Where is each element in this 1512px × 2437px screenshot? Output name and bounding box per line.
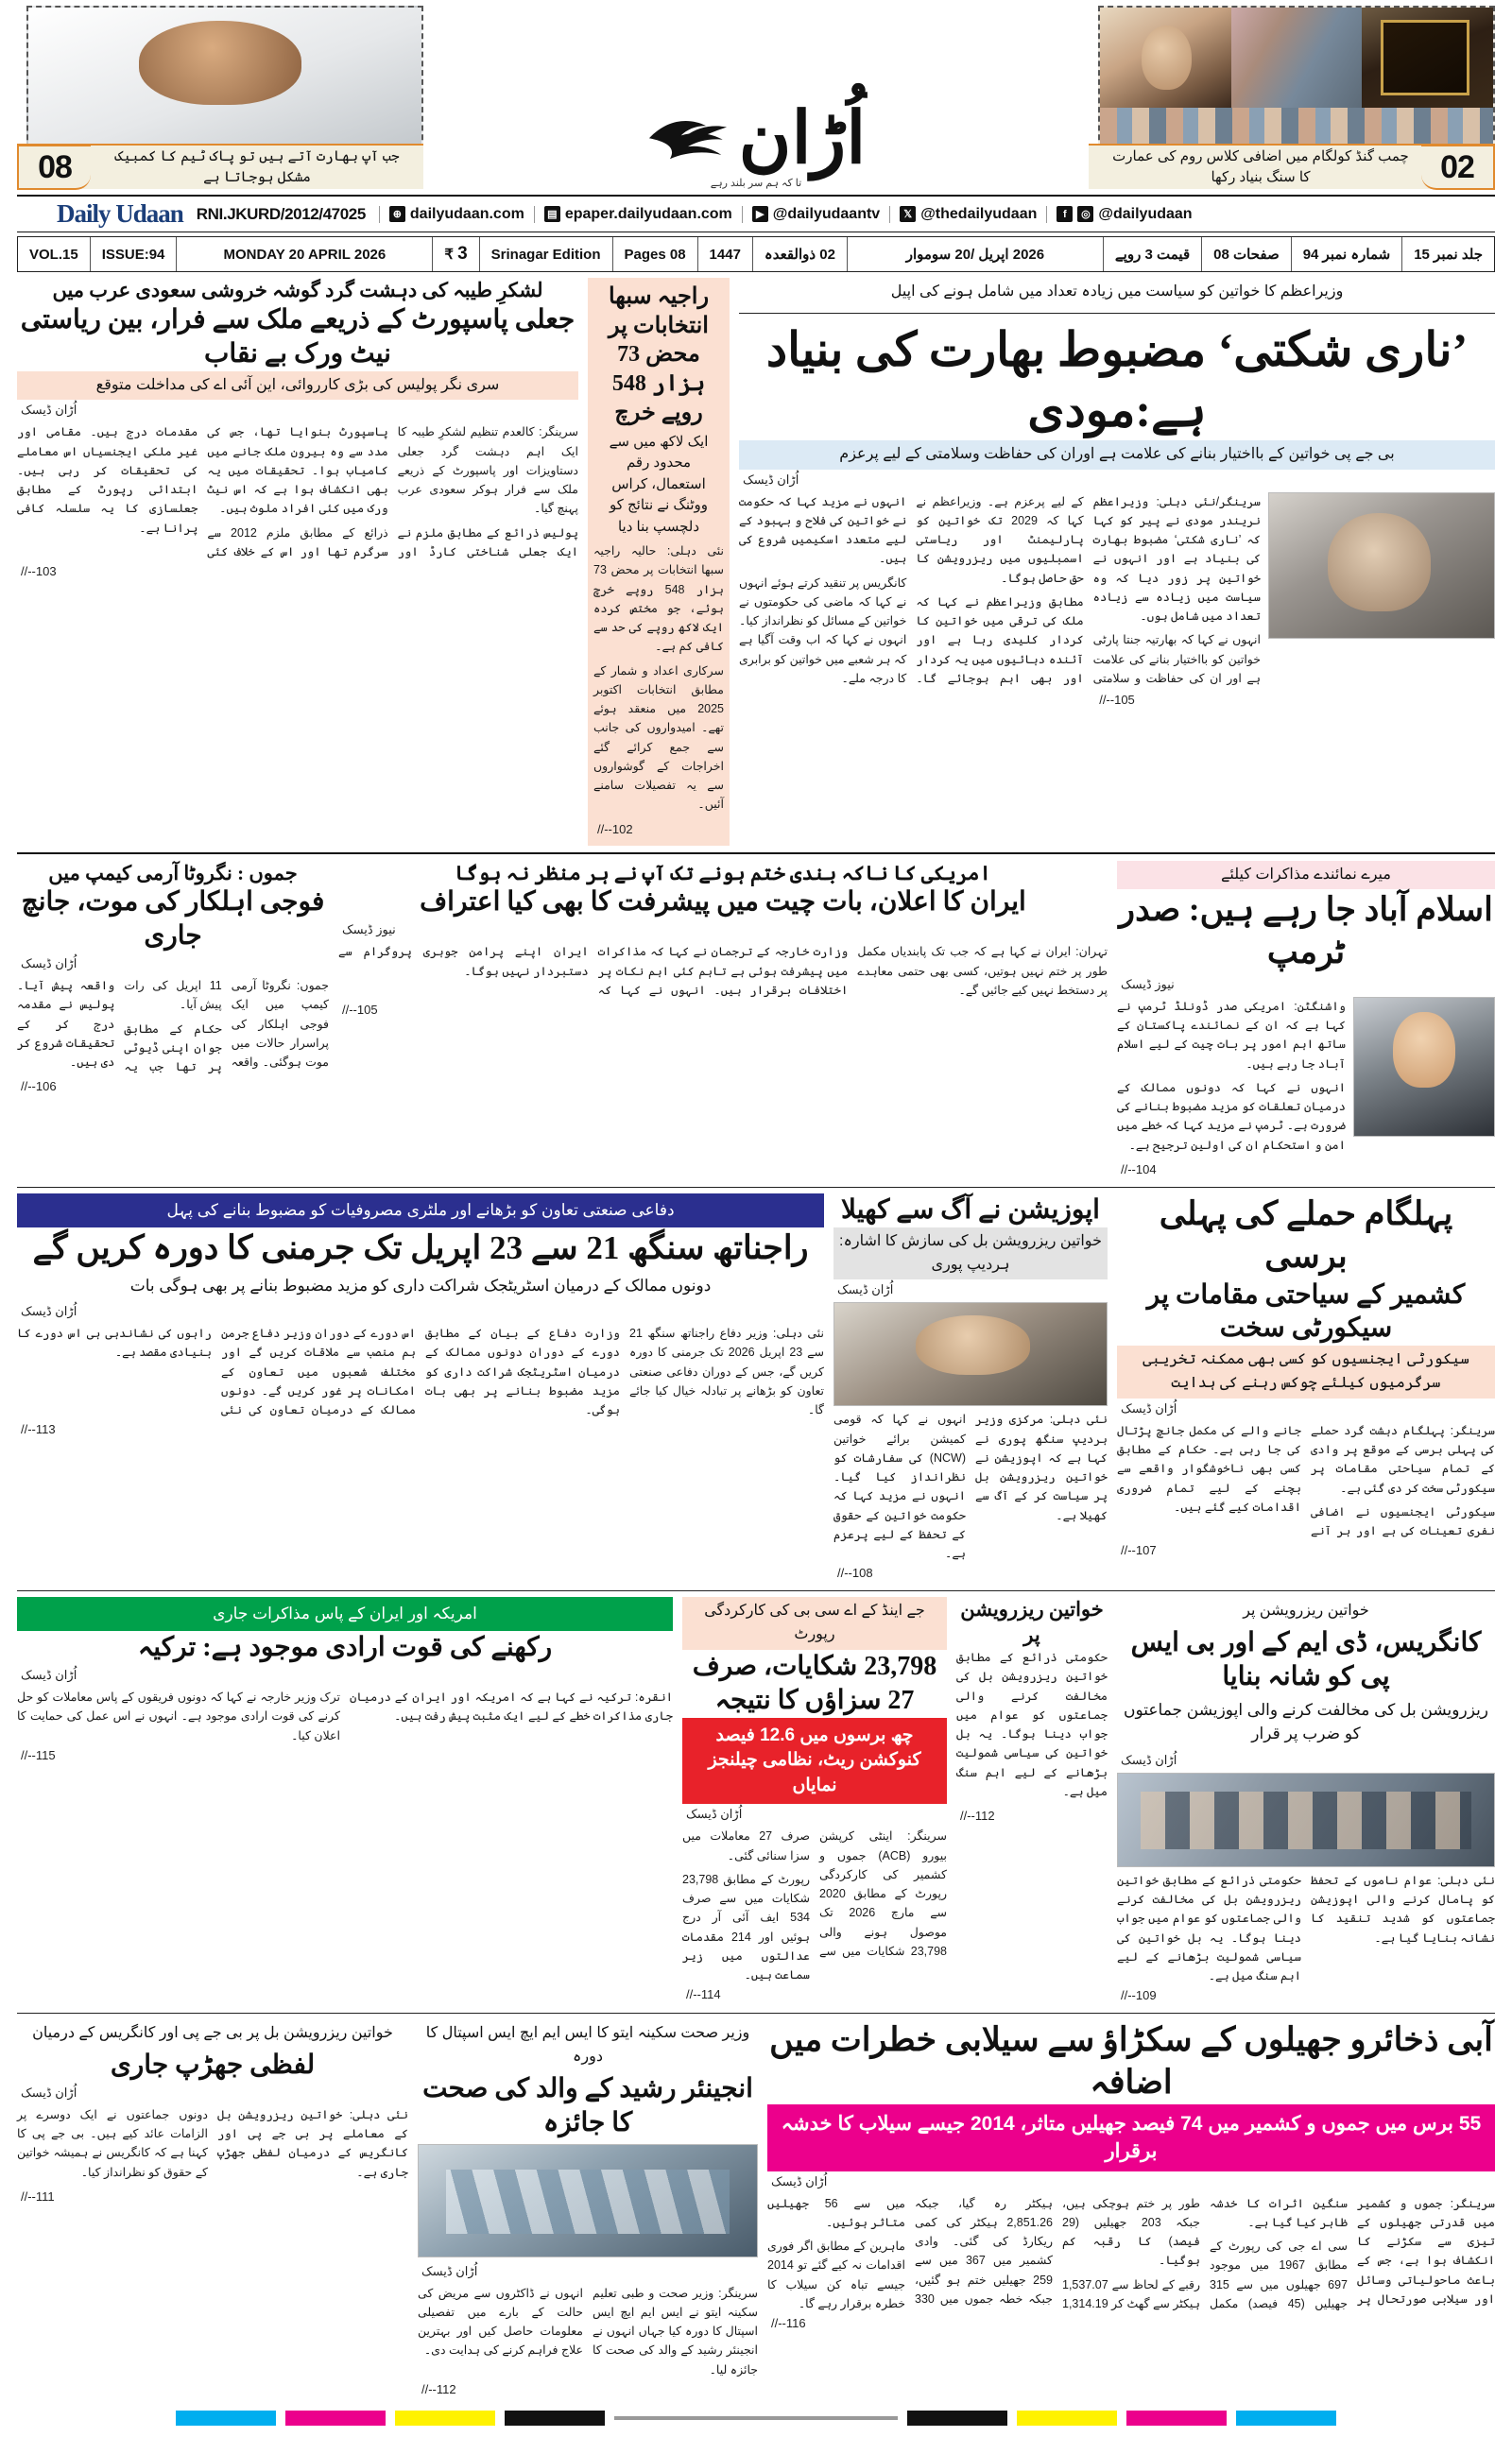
main-content bbox=[17, 278, 1495, 2401]
volume-bar bbox=[17, 236, 1495, 272]
lakes-headline: آبی ذخائرو جھیلوں کے سکڑاؤ سے سیلابی خطرات میں اضافہ bbox=[769, 2021, 1493, 2102]
modi-kicker: وزیراعظم کا خواتین کو سیاست میں زیادہ تعداد میں شامل ہونے کی اپیل bbox=[890, 283, 1344, 300]
iran-ref: 105--// bbox=[342, 1003, 378, 1018]
lawyers-kicker: خواتین ریزرویشن بل پر بی جے پی اور کانگریس کے درمیان bbox=[32, 2025, 393, 2042]
date-urdu: 2026 اپریل /20 سوموار bbox=[848, 237, 1104, 271]
story-hospital bbox=[418, 2019, 758, 2401]
lakes-para-2: رقبے کے لحاظ سے 1,537.07 ہیکٹر سے گھٹ کر 1,314.19 ہیکٹر رہ گیا، جبکہ 2,851.26 ہیکٹر کی کمی ریکارڈ کی گئی۔ وادی کشمیر میں 367 میں سے 259 جھیلیں ختم ہو گئیں، جبکہ خطہ جموں میں 330 میں سے 56 جھیلیں متاثر ہوئیں۔ bbox=[767, 2196, 1200, 2310]
cricketer-photo bbox=[26, 6, 423, 149]
lashkar-para-0: سرینگر: کالعدم تنظیم لشکرِ طیبہ کا ایک اہم دہشت گرد جعلی دستاویزات اور پاسپورٹ کے ذریعے ملک سے فرار ہوکر سعودی عرب پہنچ گیا۔ bbox=[397, 425, 578, 516]
masthead-logo bbox=[429, 28, 1083, 189]
womenres-side-para: حکومتی ذرائع کے مطابق خواتین ریزرویشن بل کی مخالفت کرنے والی جماعتوں کو عوام میں جواب دینا ہوگا۔ یہ بل خواتین کی سیاسی شمولیت بڑھانے کے لیے اہم سنگ میل ہے۔ bbox=[956, 1651, 1108, 1798]
link-twitter[interactable] bbox=[889, 206, 1046, 223]
womenres-side-ref: 112--// bbox=[960, 1809, 995, 1824]
lashkar-body bbox=[17, 422, 578, 561]
lashkar-ref: 103--// bbox=[21, 564, 57, 579]
pahalgam-kicker: سیکورٹی ایجنسیوں کو کسی بھی ممکنہ تخریبی سرگرمیوں کیلئے چوکس رہنے کی ہدایت bbox=[1117, 1346, 1495, 1399]
pahalgam-headline: پہلگام حملے کی پہلی برسی bbox=[1159, 1194, 1453, 1275]
womenres-subhead: ریزرویشن بل کی مخالفت کرنے والی اپوزیشن جماعتوں کو ضرب پر قرار bbox=[1123, 1700, 1489, 1743]
registration-number: RNI.JKURD/2012/47025 bbox=[196, 204, 366, 223]
swatch-cyan bbox=[176, 2411, 276, 2426]
teaser-right-pagenum[interactable]: 08 bbox=[17, 145, 91, 190]
lawyers-byline: اُڑان ڈیسک bbox=[21, 2085, 77, 2100]
lawyers-ref: 111--// bbox=[21, 2188, 55, 2204]
iran-para-0: تہران: ایران نے کہا ہے کہ جب تک پابندیاں مکمل طور پر ختم نہیں ہوتیں، کسی بھی حتمی معاہدے پر دستخط نہیں کیے جائیں گے۔ bbox=[857, 945, 1108, 997]
acb-headline: 23,798 شکایات، صرف 27 سزاؤں کا نتیجہ bbox=[692, 1652, 937, 1715]
swatch-black-right bbox=[907, 2411, 1007, 2426]
modi-photo bbox=[1268, 492, 1495, 639]
date-english: MONDAY 20 APRIL 2026 bbox=[177, 237, 433, 271]
acb-kicker: جے اینڈ کے اے سی بی کی کارکردگی رپورٹ bbox=[682, 1597, 947, 1650]
womenres-ref: 109--// bbox=[1121, 1988, 1157, 2003]
issue-number: ISSUE:94 bbox=[91, 237, 178, 271]
registration-line bbox=[614, 2416, 898, 2420]
trump-para-0: واشنگٹن: امریکی صدر ڈونلڈ ٹرمپ نے کہا ہے کہ ان کے نمائندے پاکستان کے ساتھ اہم امور پر بات چیت کے لیے اسلام آباد جا رہے ہیں۔ bbox=[1117, 999, 1346, 1071]
rajnath-headline: راجناتھ سنگھ 21 سے 23 اپریل تک جرمنی کا دورہ کریں گے bbox=[32, 1228, 809, 1266]
x-twitter-icon: 𝕏 bbox=[900, 206, 916, 222]
acb-byline: اُڑان ڈیسک bbox=[686, 1807, 743, 1822]
modi-ref: 105--// bbox=[1099, 692, 1135, 707]
rajnath-ref: 113--// bbox=[21, 1422, 56, 1437]
army-para-1: حکام کے مطابق جوان اپنی ڈیوٹی پر تھا جب یہ واقعہ پیش آیا۔ پولیس نے مقدمہ درج کر کے تحقیقات شروع کر دی ہیں۔ bbox=[17, 979, 222, 1074]
womenres-para-1: حکومتی ذرائع کے مطابق خواتین ریزرویشن بل کی مخالفت کرنے والی جماعتوں کو عوام میں جواب دینا ہوگا۔ یہ بل خواتین کی سیاسی شمولیت بڑھانے کے لیے اہم سنگ میل ہے۔ bbox=[1117, 1873, 1301, 1983]
acb-para-0: سرینگر: اینٹی کرپشن بیورو (ACB) جموں و کشمیر کی کارکردگی رپورٹ کے مطابق 2020 سے مارچ 2026 تک موصول ہونے والی 23,798 شکایات میں سے صرف 27 معاملات میں سزا سنائی گئی۔ bbox=[682, 1829, 947, 1958]
lashkar-subhead: سری نگر پولیس کی بڑی کارروائی، این آئی اے کی مداخلت متوقع bbox=[17, 371, 578, 401]
rajnath-byline: اُڑان ڈیسک bbox=[21, 1304, 77, 1319]
modi-para-0: سرینگر/نئی دہلی: وزیراعظم نریندر مودی نے پیر کو کہا کہ ’ناری شکتی‘ مضبوط بھارت کی بنیاد ہے اور انہوں نے خواتین پر زور دیا کہ وہ سیاست میں زیادہ سے زیادہ تعداد میں شامل ہوں۔ bbox=[1092, 494, 1261, 624]
trump-ref: 104--// bbox=[1121, 1161, 1157, 1176]
pahalgam-byline: اُڑان ڈیسک bbox=[1121, 1400, 1177, 1416]
link-twitter-label: @thedailyudaan bbox=[920, 205, 1038, 222]
army-byline: اُڑان ڈیسک bbox=[21, 956, 77, 971]
womenres-para-0: نئی دہلی: عوام ناموں کے تحفظ کو پامال کرنے والی اپوزیشن جماعتوں کو شدید تنقید کا نشانہ بنایا گیا ہے۔ bbox=[1311, 1873, 1495, 1945]
hospital-kicker: وزیر صحت سکینہ ایتو کا ایس ایم ایچ ایس اسپتال کا دورہ bbox=[425, 2025, 750, 2066]
turkey-ref: 115--// bbox=[21, 1747, 56, 1762]
logo-tagline: تا کہ ہم سر بلند رہے bbox=[710, 178, 802, 189]
modi-para-2: مطابق وزیراعظم نے کہا کہ ملک کی ترقی میں خواتین کا کردار کلیدی رہا ہے اور آئندہ دہائیوں میں یہ کردار اور بھی اہم ہوجائے گا۔ انہوں نے مزید کہا کہ حکومت نے خواتین کی فلاح و بہبود کے لیے متعدد اسکیمیں شروع کی ہیں۔ bbox=[739, 494, 1084, 685]
modi-body bbox=[739, 492, 1261, 690]
rajyasabha-headline: راجیہ سبھا انتخابات پر محض 73 ہزار 548 روپے خرچ bbox=[608, 284, 710, 425]
womenres-side-kicker: خواتین ریزرویشن پر bbox=[960, 1598, 1104, 1647]
swatch-cyan-2 bbox=[1236, 2411, 1336, 2426]
hospital-para-0: سرینگر: وزیر صحت و طبی تعلیم سکینہ ایتو نے ایس ایم ایچ ایس اسپتال کا دورہ کیا جہاں انہوں نے انجینئر رشید کے والد کی صحت کا جائزہ لیا۔ bbox=[593, 2286, 758, 2377]
teaser-left-text: چمب گنڈ کولگام میں اضافی کلاس روم کی عمارت کا سنگ بنیاد رکھا bbox=[1112, 147, 1409, 185]
modi-byline: اُڑان ڈیسک bbox=[743, 472, 799, 487]
hardeep-puri-photo bbox=[833, 1302, 1108, 1406]
row-bottom bbox=[17, 2019, 1495, 2401]
lawyers-body bbox=[17, 2105, 408, 2187]
acb-body bbox=[682, 1827, 947, 1984]
cmyk-registration-bar bbox=[17, 2411, 1495, 2437]
opposition-headline: اپوزیشن نے آگ سے کھیلا bbox=[841, 1194, 1100, 1225]
acb-para-1: رپورٹ کے مطابق 23,798 شکایات میں سے صرف 534 ایف آئی آر درج ہوئیں اور 214 مقدمات عدالتوں میں زیر سماعت ہیں۔ bbox=[682, 1872, 810, 1982]
story-lashkar bbox=[17, 278, 578, 846]
hijri-date: 02 ذوالقعدہ bbox=[753, 237, 848, 271]
iran-para-1: وزارت خارجہ کے ترجمان نے کہا کہ مذاکرات میں پیشرفت ہوئی ہے تاہم کئی اہم نکات پر اختلافات برقرار ہیں۔ انہوں نے کہا کہ ایران اپنے پرامن جوہری پروگرام سے دستبردار نہیں ہوگا۔ bbox=[338, 945, 849, 997]
story-rajnath bbox=[17, 1193, 824, 1585]
turkey-headline: رکھنے کی قوت ارادی موجود ہے: ترکیہ bbox=[137, 1633, 553, 1663]
army-para-0: جموں: نگروٹا آرمی کیمپ میں ایک فوجی اہلکار کی پراسرار حالات میں موت ہوگئی۔ واقعہ 11 اپریل کی رات پیش آیا۔ bbox=[124, 979, 329, 1070]
lakes-para-3: ماہرین کے مطابق اگر فوری اقدامات نہ کیے گئے تو 2014 جیسے تباہ کن سیلاب کا خطرہ برقرار رہے گا۔ bbox=[767, 2240, 905, 2310]
army-headline: فوجی اہلکار کی موت، جانچ جاری bbox=[21, 887, 325, 952]
iran-byline: نیوز ڈیسک bbox=[342, 922, 396, 937]
swatch-magenta-2 bbox=[1126, 2411, 1227, 2426]
turkey-para-1: ترک وزیر خارجہ نے کہا کہ دونوں فریقوں کے پاس معاملات کو حل کرنے کی قوت ارادی موجود ہے۔ انہوں نے اس عمل کی حمایت کا اعلان کیا۔ bbox=[17, 1690, 340, 1742]
lakes-para-0: سرینگر: جموں و کشمیر میں قدرتی جھیلوں کے تیزی سے سکڑنے کا انکشاف ہوا ہے، جس کے باعث ماحولیاتی وسائل اور سیلابی صورتحال پر سنگین اثرات کا خدشہ ظاہر کیا گیا ہے۔ bbox=[1210, 2196, 1495, 2306]
audience-strip-photo bbox=[1100, 108, 1493, 147]
opposition-ref: 108--// bbox=[837, 1566, 873, 1581]
army-kicker: جموں : نگروٹا آرمی کیمپ میں bbox=[48, 861, 298, 884]
swatch-black-left bbox=[505, 2411, 605, 2426]
hospital-headline: انجینئر رشید کے والد کی صحت کا جائزہ bbox=[422, 2073, 753, 2137]
trump-byline: نیوز ڈیسک bbox=[1121, 976, 1175, 991]
modi-para-3: کانگریس پر تنقید کرتے ہوئے انہوں نے کہا کہ ماضی کی حکومتوں نے خواتین کے مسائل کو نظرانداز کیا۔ انہوں نے کہا کہ اب وقت آگیا ہے کہ ہر شعبے میں خواتین کو برابری کا درجہ ملے۔ bbox=[739, 575, 907, 685]
lashkar-headline: جعلی پاسپورٹ کے ذریعے ملک سے فرار، بین ریاستی نیٹ ورک بے نقاب bbox=[20, 304, 576, 369]
opposition-para-1: انہوں نے کہا کہ قومی کمیشن برائے خواتین (NCW) کی سفارشات کو نظرانداز کیا گیا۔ انہوں نے مزید کہا کہ حکومت خواتین کے حقوق کے تحفظ کے لیے پرعزم ہے۔ bbox=[833, 1413, 966, 1561]
opposition-body bbox=[833, 1410, 1108, 1563]
army-body bbox=[17, 976, 329, 1076]
trump-headline: اسلام آباد جا رہے ہیں: صدر ٹرمپ bbox=[1119, 891, 1493, 971]
womenres-kicker: خواتین ریزرویشن پر bbox=[1243, 1603, 1369, 1620]
price-en bbox=[433, 237, 479, 271]
trump-photo bbox=[1353, 997, 1495, 1137]
price-value: 3 bbox=[457, 244, 468, 264]
story-iran-us bbox=[338, 861, 1108, 1181]
link-instagram-label: @dailyudaan bbox=[1098, 205, 1193, 222]
logo-urdu-text: اُڑان bbox=[738, 99, 867, 179]
trump-body bbox=[1117, 997, 1346, 1159]
teaser-left[interactable] bbox=[1089, 6, 1495, 189]
pages-urdu: صفحات 08 bbox=[1202, 237, 1292, 271]
facebook-icon: f bbox=[1057, 206, 1073, 222]
womenres-body bbox=[1117, 1871, 1495, 1986]
story-women-res-side bbox=[956, 1597, 1108, 2007]
pahalgam-body bbox=[1117, 1421, 1495, 1541]
rajnath-para-1: وزارت دفاع کے بیان کے مطابق دورے کے دوران دونوں ممالک کے درمیان اسٹریٹجک شراکت داری کو مزید مضبوط بنانے پر بھی بات ہوگی۔ bbox=[425, 1327, 620, 1417]
modi-subhead: بی جے پی خواتین کے بااختیار بنانے کی علامت ہے اوران کی حفاظت وسلامتی کے لیے پرعزم bbox=[739, 440, 1495, 470]
lashkar-para-1: پولیس ذرائع کے مطابق ملزم نے ایک جعلی شناختی کارڈ اور پاسپورٹ بنوایا تھا، جس کی مدد سے وہ بیرون ملک جانے میں کامیاب ہوا۔ تحقیقات میں یہ بھی انکشاف ہوا ہے کہ اس نیٹ ورک میں کئی افراد ملوث ہیں۔ bbox=[207, 425, 578, 558]
info-bar bbox=[17, 195, 1495, 232]
pages-english: Pages 08 bbox=[613, 237, 698, 271]
turkey-byline: اُڑان ڈیسک bbox=[21, 1668, 77, 1683]
minister-speaking-photo bbox=[1100, 8, 1231, 108]
link-epaper-label: epaper.dailyudaan.com bbox=[564, 205, 732, 222]
trump-kicker: میرے نمائندے مذاکرات کیلئے bbox=[1117, 861, 1495, 890]
politicians-group-photo bbox=[1117, 1773, 1495, 1867]
teaser-photo-collage bbox=[1098, 6, 1495, 149]
hospital-body bbox=[418, 2284, 758, 2379]
pahalgam-ref: 107--// bbox=[1121, 1543, 1157, 1558]
rajyasabha-para-1: سرکاری اعداد و شمار کے مطابق انتخابات اکتوبر 2025 میں منعقد ہوئے تھے۔ امیدواروں کی جانب سے جمع کرائے گئے اخراجات کے گوشواروں سے یہ تفصیلات سامنے آئیں۔ bbox=[593, 663, 724, 812]
modi-para-1: انہوں نے کہا کہ بھارتیہ جنتا پارٹی خواتین کو بااختیار بنانے کی علامت ہے اور ان کی حفاظت و سلامتی کے لیے پرعزم ہے۔ وزیراعظم نے کہا کہ 2029 تک خواتین کو پارلیمنٹ اور ریاستی اسمبلیوں میں ریزرویشن کا حق حاصل ہوگا۔ bbox=[916, 494, 1261, 685]
story-lawyers bbox=[17, 2019, 408, 2401]
story-trump bbox=[1117, 861, 1495, 1181]
opposition-para-0: نئی دہلی: مرکزی وزیر ہردیپ سنگھ پوری نے کہا ہے کہ اپوزیشن نے خواتین ریزرویشن بل پر سیاست کر کے آگ سے کھیلا ہے۔ bbox=[975, 1413, 1108, 1522]
crowd-photo bbox=[1231, 8, 1363, 108]
instagram-icon: ◎ bbox=[1077, 206, 1093, 222]
row-top bbox=[17, 278, 1495, 846]
hospital-byline: اُڑان ڈیسک bbox=[421, 2263, 478, 2278]
hospital-visit-photo bbox=[418, 2144, 758, 2257]
issue-urdu: شمارہ نمبر 94 bbox=[1292, 237, 1403, 271]
rajnath-bar: دفاعی صنعتی تعاون کو بڑھانے اور ملٹری مصروفیات کو مضبوط بنانے کی پہل bbox=[17, 1193, 824, 1227]
lakes-body bbox=[767, 2194, 1495, 2314]
acb-ref: 114--// bbox=[686, 1987, 721, 2002]
lashkar-byline: اُڑان ڈیسک bbox=[21, 403, 77, 418]
lakes-bar: 55 برس میں جموں و کشمیر میں 74 فیصد جھیلیں متاثر، 2014 جیسے سیلاب کا خدشہ برقرار bbox=[767, 2104, 1495, 2171]
turkey-para-0: انقرہ: ترکیہ نے کہا ہے کہ امریکہ اور ایران کے درمیان جاری مذاکرات خطے کے لیے ایک مثبت پیش رفت ہیں۔ bbox=[350, 1690, 673, 1724]
bird-logo-icon bbox=[646, 112, 730, 165]
teaser-left-pagenum[interactable]: 02 bbox=[1421, 145, 1495, 190]
story-acb bbox=[682, 1597, 947, 2007]
teaser-right[interactable] bbox=[17, 6, 423, 189]
link-youtube-label: @dailyudaantv bbox=[772, 205, 881, 222]
lashkar-para-2: ذرائع کے مطابق ملزم 2012 سے سرگرم تھا اور اس کے خلاف کئی مقدمات درج ہیں۔ مقامی اور غیر ملکی ایجنسیاں اس معاملے کی تحقیقات کر رہی ہیں۔ ابتدائی رپورٹ کے مطابق جعلسازی کا یہ سلسلہ کافی پرانا ہے۔ bbox=[17, 425, 388, 558]
rajyasabha-subhead: ایک لاکھ میں سے محدود رقم استعمال، کراس ووٹنگ نے نتائج کو دلچسپ بنا دیا bbox=[609, 433, 709, 535]
link-website-label: dailyudaan.com bbox=[409, 205, 524, 222]
womenres-headline: کانگریس، ڈی ایم کے اور بی ایس پی کو شانہ بنایا bbox=[1130, 1628, 1482, 1692]
lawyers-para-1: دونوں جماعتوں نے ایک دوسرے پر الزامات عائد کیے ہیں۔ بی جے پی کا کہنا ہے کہ کانگریس نے ہمیشہ خواتین کے حقوق کو نظرانداز کیا۔ bbox=[17, 2107, 208, 2179]
row-third bbox=[17, 1193, 1495, 1585]
lawyers-para-0: نئی دہلی: خواتین ریزرویشن بل کے معاملے پر بی جے پی اور کانگریس کے درمیان لفظی جھڑپ جاری ہے۔ bbox=[217, 2107, 408, 2179]
rajyasabha-body bbox=[593, 541, 724, 815]
womenres-side-body bbox=[956, 1648, 1108, 1801]
globe-icon: ⊕ bbox=[389, 206, 405, 222]
price-urdu: قیمت 3 روپے bbox=[1104, 237, 1202, 271]
opposition-subhead: خواتین ریزرویشن بل کی سازش کا اشارہ: ہردیپ پوری bbox=[833, 1227, 1108, 1280]
rajyasabha-ref: 102--// bbox=[597, 821, 633, 836]
volume-urdu: جلد نمبر 15 bbox=[1414, 247, 1483, 263]
lakes-byline: اُڑان ڈیسک bbox=[771, 2173, 828, 2188]
link-epaper[interactable] bbox=[534, 206, 742, 223]
army-ref: 106--// bbox=[21, 1079, 57, 1094]
story-modi bbox=[739, 278, 1495, 846]
trump-para-1: انہوں نے کہا کہ دونوں ممالک کے درمیان تعلقات کو مزید مضبوط بنانے کی ضرورت ہے۔ ٹرمپ نے مزید کہا کہ خطے میں امن و استحکام ان کی اولین ترجیح ہے۔ bbox=[1117, 1080, 1346, 1152]
lakes-ref: 116--// bbox=[771, 2316, 806, 2331]
swatch-magenta bbox=[285, 2411, 386, 2426]
lawyers-headline: لفظی جھڑپ جاری bbox=[110, 2051, 316, 2081]
story-army bbox=[17, 861, 329, 1181]
hospital-para-1: انہوں نے ڈاکٹروں سے مریض کی حالت کے بارے میں تفصیلی معلومات حاصل کیں اور بہترین علاج فراہم کرنے کی ہدایت دی۔ bbox=[418, 2286, 583, 2358]
link-social[interactable] bbox=[1046, 206, 1201, 223]
modi-headline: ’ناری شکتی‘ مضبوط بھارت کی بنیاد ہے:مودی bbox=[765, 322, 1469, 437]
rajnath-para-2: اس دورے کے دوران وزیر دفاع جرمن ہم منصب سے ملاقات کریں گے اور مختلف شعبوں میں تعاون کے امکانات پر غور کریں گے۔ دونوں ممالک کے درمیان تعاون کی نئی راہوں کی نشاندہی ہی اس دورے کا بنیادی مقصد ہے۔ bbox=[17, 1327, 416, 1417]
story-opposition bbox=[833, 1193, 1108, 1585]
hijri-year: 1447 bbox=[698, 237, 753, 271]
opposition-byline: اُڑان ڈیسک bbox=[837, 1282, 894, 1297]
link-youtube[interactable] bbox=[742, 206, 889, 223]
pahalgam-para-1: سیکورٹی ایجنسیوں نے اضافی نفری تعینات کی ہے اور ہر آنے جانے والے کی مکمل جانچ پڑتال کی جا رہی ہے۔ حکام کے مطابق کسی بھی ناخوشگوار واقعے سے بچنے کے لیے تمام ضروری اقدامات کیے گئے ہیں۔ bbox=[1117, 1423, 1495, 1538]
rupee-icon: ₹ bbox=[444, 247, 454, 263]
brand-name: Daily Udaan bbox=[57, 199, 183, 228]
link-website[interactable] bbox=[379, 206, 534, 223]
youtube-icon: ▶ bbox=[752, 206, 768, 222]
story-women-reservation bbox=[1117, 1597, 1495, 2007]
newspaper-icon: ▤ bbox=[544, 206, 560, 222]
swatch-yellow bbox=[395, 2411, 495, 2426]
edition-name: Srinagar Edition bbox=[480, 237, 613, 271]
story-lakes bbox=[767, 2019, 1495, 2401]
iran-kicker: امریکی کا ناکہ بندی ختم ہونے تک آپ نے ہر منظر نہ ہوگا bbox=[455, 861, 991, 884]
rajnath-subhead: دونوں ممالک کے درمیان اسٹریٹجک شراکت داری کو مزید مضبوط بنانے پر بھی ہوگی بات bbox=[129, 1276, 712, 1295]
pahalgam-para-0: سرینگر: پہلگام دہشت گرد حملے کی پہلی برسی کے موقع پر وادی کے تمام سیاحتی مقامات پر سیکورٹی سخت کر دی گئی ہے۔ bbox=[1311, 1423, 1495, 1495]
row-second bbox=[17, 861, 1495, 1181]
turkey-bar: امریکہ اور ایران کے پاس مذاکرات جاری bbox=[17, 1597, 673, 1631]
womenres-byline: اُڑان ڈیسک bbox=[1121, 1752, 1177, 1767]
story-turkey bbox=[17, 1597, 673, 2007]
rajnath-body bbox=[17, 1324, 824, 1419]
story-pahalgam bbox=[1117, 1193, 1495, 1585]
masthead-strip bbox=[17, 0, 1495, 189]
turkey-body bbox=[17, 1688, 673, 1745]
lashkar-kicker: لشکرِ طیبہ کی دہشت گرد گوشہ خروشی سعودی عرب میں bbox=[52, 279, 543, 301]
iran-headline: ایران کا اعلان، بات چیت میں پیشرفت کا بھی کیا اعتراف bbox=[420, 887, 1026, 918]
foundation-plaque-photo bbox=[1362, 8, 1493, 108]
volume-number: VOL.15 bbox=[18, 237, 91, 271]
teaser-right-text: جب آپ بھارت آتے ہیں تو پاک ٹیم کا کمبیک مشکل ہوجاتا ہے bbox=[114, 147, 400, 185]
acb-bar: چھ برسوں میں 12.6 فیصد کنوکشن ریٹ، نظامی چیلنجز نمایاں bbox=[682, 1718, 947, 1805]
swatch-yellow-2 bbox=[1017, 2411, 1117, 2426]
iran-body bbox=[338, 942, 1108, 1000]
story-rajyasabha bbox=[588, 278, 730, 846]
rajyasabha-para-0: نئی دہلی: حالیہ راجیہ سبھا انتخابات پر محض 73 ہزار 548 روپے خرچ ہوئے، جو مختص کردہ ایک لاکھ روپے کی حد سے کافی کم ہے۔ bbox=[593, 544, 724, 654]
hospital-ref: 112--// bbox=[421, 2381, 456, 2396]
pahalgam-subhead: کشمیر کے سیاحتی مقامات پر سیکورٹی سخت bbox=[1146, 1279, 1466, 1344]
row-fourth bbox=[17, 1597, 1495, 2007]
rajnath-para-0: نئی دہلی: وزیر دفاع راجناتھ سنگھ 21 سے 23 اپریل 2026 تک جرمنی کا دورہ کریں گے، جس کے دوران دفاعی صنعتی تعاون کو بڑھانے پر تبادلہ خیال کیا جائے گا۔ bbox=[629, 1327, 824, 1417]
lakes-para-1: سی اے جی کی رپورٹ کے مطابق 1967 میں موجود 697 جھیلوں میں سے 315 جھیلیں (45 فیصد) مکمل طور پر ختم ہوچکی ہیں، جبکہ 203 جھیلیں (29 فیصد) کا رقبہ کم ہوگیا۔ bbox=[1062, 2196, 1348, 2310]
